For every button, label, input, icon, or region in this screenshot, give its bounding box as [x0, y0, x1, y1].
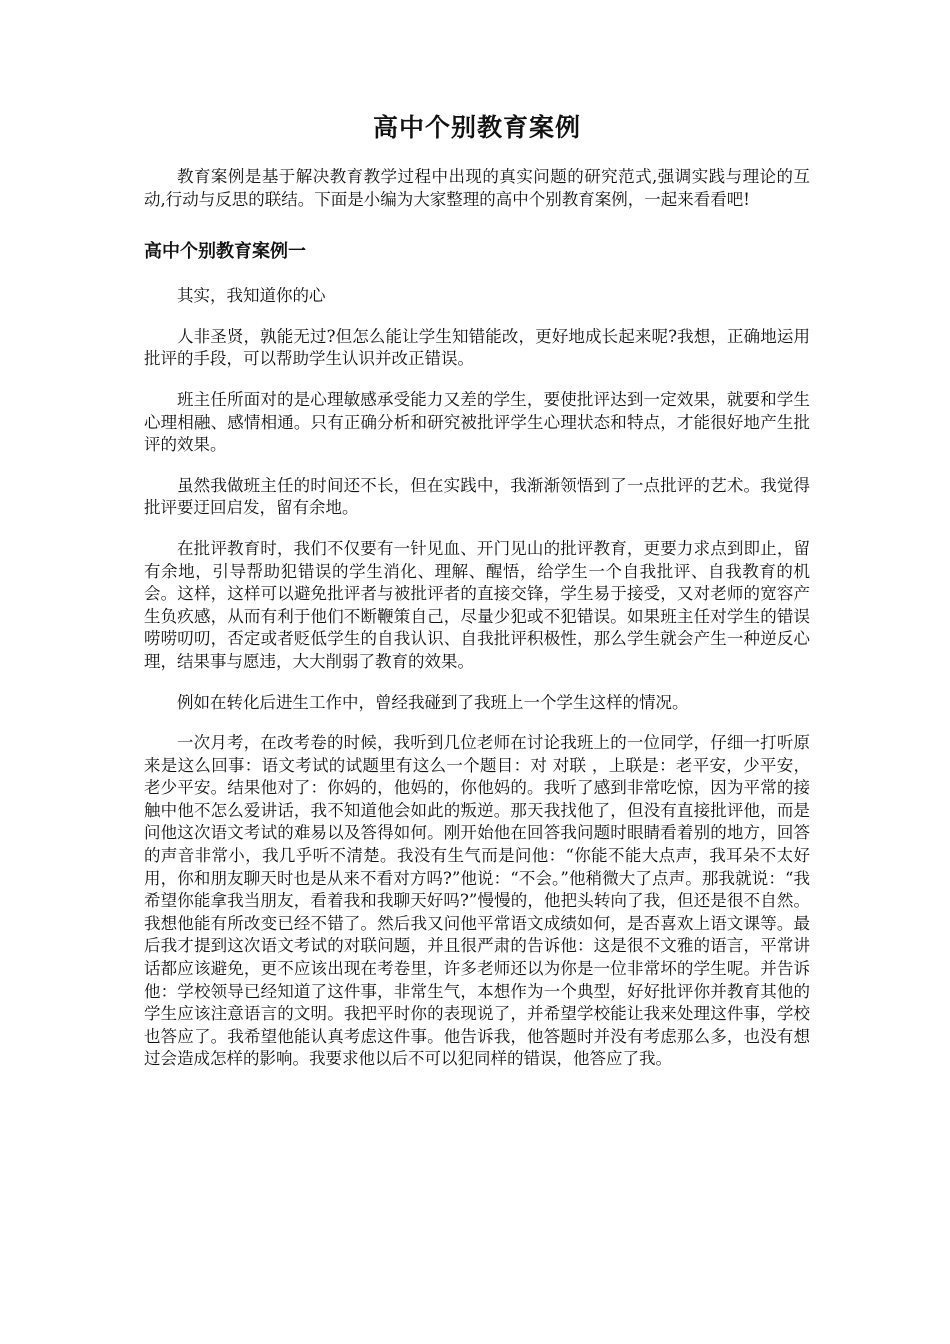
document-page: [144, 110, 810, 1089]
body-paragraph: 班主任所面对的是心理敏感承受能力又差的学生，要使批评达到一定效果，就要和学生心理相融、感情相通。只有正确分析和研究被批评学生心理状态和特点，才能很好地产生批评的效果。: [144, 389, 810, 455]
body-paragraph: 例如在转化后进生工作中，曾经我碰到了我班上一个学生这样的情况。: [177, 692, 689, 712]
body-paragraph: 人非圣贤，孰能无过?但怎么能让学生知错能改，更好地成长起来呢?我想，正确地运用批评的手段，可以帮助学生认识并改正错误。: [144, 326, 810, 369]
case-subtitle: 其实，我知道你的心: [177, 286, 326, 306]
body-paragraph: 一次月考，在改考卷的时候，我听到几位老师在讨论我班上的一位同学，仔细一打听原来是这么回事：语文考试的试题里有这么一个题目：对 对联 ，上联是：老平安，少平安，老少平安。结果他对了：你妈的，他妈的，你他妈的。我听了感到非常吃惊，因为平常的接触中他不怎么爱讲话，我不知道他会如此的叛逆。那天我找他了，但没有直接批评他，而是问他这次语文考试的难易以及答得如何。刚开始他在回答我问题时眼睛看着别的地方，回答的声音非常小，我几乎听不清楚。我没有生气而是问他：“你能不能大点声，我耳朵不太好用，你和朋友聊天时也是从来不看对方吗?”他说：“不会。”他稍微大了点声。那我就说：“我希望你能拿我当朋友，看着我和我聊天好吗?”慢慢的，他把头转向了我，但还是很不自然。我想他能有所改变已经不错了。然后我又问他平常语文成绩如何，是否喜欢上语文课等。最后我才提到这次语文考试的对联问题，并且很严肃的告诉他：这是很不文雅的语言，平常讲话都应该避免，更不应该出现在考卷里，许多老师还以为你是一位非常坏的学生呢。并告诉他：学校领导已经知道了这件事，非常生气，本想作为一个典型，好好批评你并教育其他的学生应该注意语言的文明。我把平时你的表现说了，并希望学校能让我来处理这件事，学校也答应了。我希望他能认真考虑这件事。他告诉我，他答题时并没有考虑那么多，也没有想过会造成怎样的影响。我要求他以后不可以犯同样的错误，他答应了我。: [144, 733, 810, 1069]
intro-paragraph: 教育案例是基于解决教育教学过程中出现的真实问题的研究范式,强调实践与理论的互动,行动与反思的联结。下面是小编为大家整理的高中个别教育案例，一起来看看吧!: [144, 167, 810, 209]
section-heading: 高中个别教育案例一: [144, 241, 306, 263]
body-paragraph: 虽然我做班主任的时间还不长，但在实践中，我渐渐领悟到了一点批评的艺术。我觉得批评要迂回启发，留有余地。: [144, 475, 810, 518]
body-paragraph: 在批评教育时，我们不仅要有一针见血、开门见山的批评教育，更要力求点到即止，留有余地，引导帮助犯错误的学生消化、理解、醒悟，给学生一个自我批评、自我教育的机会。这样，这样可以避免批评者与被批评者的直接交锋，学生易于接受，又对老师的宽容产生负疚感，从而有利于他们不断鞭策自己，尽量少犯或不犯错误。如果班主任对学生的错误唠唠叨叨，否定或者贬低学生的自我认识、自我批评积极性，那么学生就会产生一种逆反心理，结果事与愿违，大大削弱了教育的效果。: [144, 538, 810, 671]
document-title: 高中个别教育案例: [372, 113, 581, 142]
